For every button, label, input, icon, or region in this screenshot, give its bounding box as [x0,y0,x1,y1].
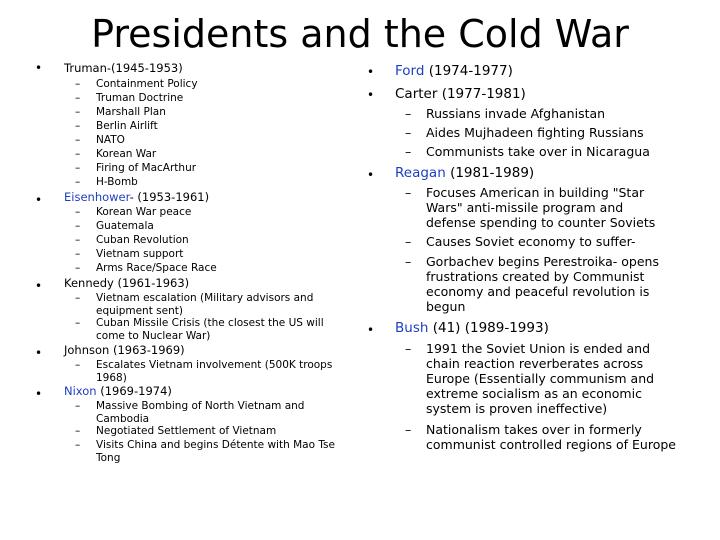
dash-icon: – [75,134,81,146]
dash-icon: – [75,78,81,90]
president-eisenhower [64,190,209,204]
list-item: Korean War peace [96,206,192,218]
dash-icon: – [75,120,81,132]
list-item: Marshall Plan [96,106,166,118]
dash-icon: – [405,144,412,159]
dash-icon: – [75,176,81,188]
eisenhower-name: Eisenhower [64,190,130,204]
dash-icon: – [75,220,81,232]
list-item: Gorbachev begins Perestroika- opens frustrations created by Communist economy and peaceful revolution is begun [426,254,659,314]
ford-years: (1974-1977) [428,63,513,79]
list-item: Vietnam escalation (Military advisors and equipment sent) [96,292,314,317]
dash-icon: – [75,292,81,304]
dash-icon: – [75,162,81,174]
list-item: Korean War [96,148,157,160]
bush-name: Bush [395,320,429,336]
president-truman [64,61,183,75]
list-item: Communists take over in Nicaragua [426,144,650,159]
list-item: Massive Bombing of North Vietnam and Cambodia [96,400,305,425]
bullet-icon: • [367,65,375,79]
dash-icon: – [75,206,81,218]
list-item: Causes Soviet economy to suffer- [426,234,636,249]
eisenhower-years: - (1953-1961) [129,190,210,204]
dash-icon: – [75,317,81,329]
bullet-icon: • [35,346,43,360]
carter-years: (1977-1981) [441,86,526,102]
president-kennedy [64,276,189,290]
johnson-years: (1963-1969) [112,343,185,357]
truman-name: Truman [64,61,107,75]
list-item: Aides Mujhadeen fighting Russians [426,125,644,140]
list-item: Berlin Airlift [96,120,158,132]
list-item: Arms Race/Space Race [96,262,217,274]
dash-icon: – [75,248,81,260]
dash-icon: – [75,262,81,274]
dash-icon: – [75,439,81,451]
kennedy-name: Kennedy [64,276,114,290]
list-item: Negotiated Settlement of Vietnam [96,425,277,437]
president-bush [395,320,549,336]
nixon-name: Nixon [64,384,97,398]
list-item: Guatemala [96,220,154,232]
list-item: Russians invade Afghanistan [426,106,606,121]
dash-icon: – [405,422,412,437]
dash-icon: – [405,234,412,249]
list-item: Vietnam support [96,248,184,260]
bullet-icon: • [35,387,43,401]
page-title: Presidents and the Cold War [91,12,629,56]
ford-name: Ford [395,63,425,79]
bullet-icon: • [35,193,43,207]
dash-icon: – [405,125,412,140]
bullet-icon: • [35,61,43,75]
list-item: Cuban Revolution [96,234,189,246]
president-ford [395,63,513,79]
dash-icon: – [75,234,81,246]
dash-icon: – [75,92,81,104]
bullet-icon: • [35,279,43,293]
list-item: Nationalism takes over in formerly communist controlled regions of Europe [426,422,676,452]
president-johnson [64,343,185,357]
list-item: Focuses American in building "Star Wars" anti-missile program and defense spending to counter Soviets [426,185,656,230]
dash-icon: – [405,254,412,269]
dash-icon: – [405,185,412,200]
dash-icon: – [75,400,81,412]
bush-years: (41) (1989-1993) [432,320,549,336]
dash-icon: – [75,148,81,160]
president-nixon [64,384,172,398]
dash-icon: – [405,106,412,121]
reagan-name: Reagan [395,165,446,181]
list-item: Visits China and begins Détente with Mao Tse Tong [96,439,335,464]
bullet-icon: • [367,88,375,102]
kennedy-years: (1961-1963) [117,276,190,290]
list-item: Cuban Missile Crisis (the closest the US will come to Nuclear War) [96,317,324,342]
carter-name: Carter [395,86,438,102]
bullet-icon: • [367,168,375,182]
johnson-name: Johnson [64,343,110,357]
bullet-icon: • [367,323,375,337]
dash-icon: – [75,359,81,371]
president-carter [395,86,526,102]
dash-icon: – [405,341,412,356]
nixon-years: (1969-1974) [100,384,172,398]
list-item: H-Bomb [96,176,138,188]
list-item: Containment Policy [96,78,198,90]
list-item: 1991 the Soviet Union is ended and chain reaction reverberates across Europe (Essentially communism and extreme socialism as an economic system is proven ineffective) [426,341,655,416]
list-item: Firing of MacArthur [96,162,197,174]
list-item: Escalates Vietnam involvement (500K troops 1968) [96,359,333,384]
president-reagan [395,165,534,181]
list-item: Truman Doctrine [96,92,184,104]
reagan-years: (1981-1989) [450,165,535,181]
truman-years: -(1945-1953) [106,61,183,75]
dash-icon: – [75,425,81,437]
dash-icon: – [75,106,81,118]
list-item: NATO [96,134,125,146]
